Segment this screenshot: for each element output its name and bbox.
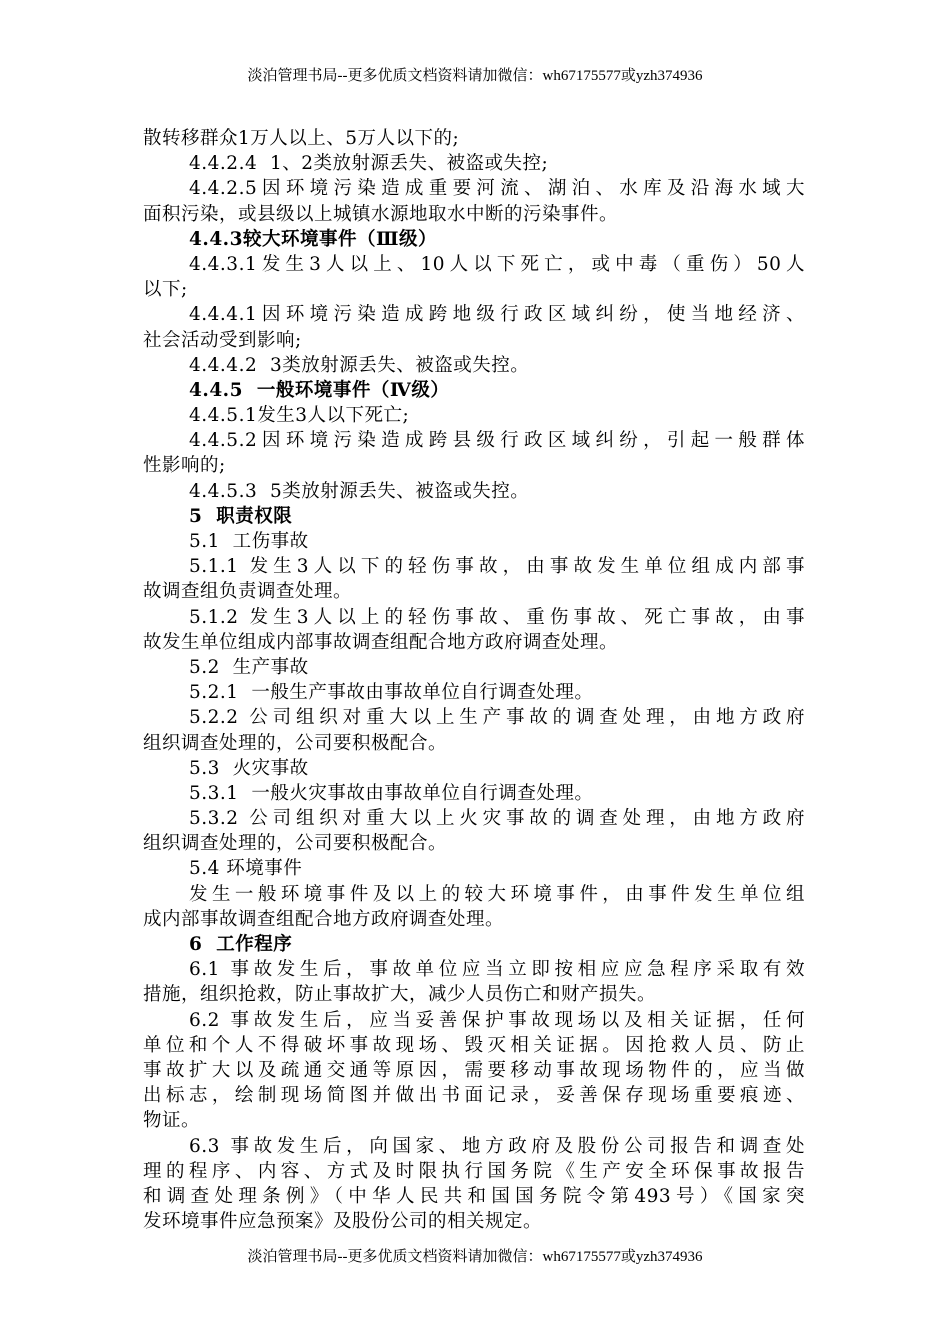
section-heading: 6 工作程序 <box>189 934 293 955</box>
text-line: 物证。 <box>143 1110 201 1132</box>
text-line: 5.1 工伤事故 <box>189 531 309 552</box>
text-line: 事故扩大以及疏通交通等原因，需要移动事故现场物件的，应当做 <box>143 1059 805 1081</box>
text-line: 故调查组负责调查处理。 <box>143 581 353 603</box>
text-line: 4.4.5.2因环境污染造成跨县级行政区域纠纷，引起一般群体 <box>189 430 805 452</box>
text-line: 4.4.2.5因环境污染造成重要河流、湖泊、水库及沿海水域大 <box>189 178 805 200</box>
text-line: 单位和个人不得破坏事故现场、毁灭相关证据。因抢救人员、防止 <box>143 1034 805 1056</box>
text-line: 出标志，绘制现场简图并做出书面记录，妥善保存现场重要痕迹、 <box>143 1085 805 1107</box>
text-line: 和调查处理条例》（中华人民共和国国务院令第493号）《国家突 <box>143 1185 805 1207</box>
text-line: 理的程序、内容、方式及时限执行国务院《生产安全环保事故报告 <box>143 1160 805 1182</box>
text-line: 5.4 环境事件 <box>189 858 303 880</box>
page-footer: 淡泊管理书局--更多优质文档资料请加微信：wh67175577或yzh374936 <box>247 1249 703 1265</box>
text-line: 6.3 事故发生后，向国家、地方政府及股份公司报告和调查处 <box>189 1135 805 1157</box>
text-line: 4.4.5.3 5类放射源丢失、被盗或失控。 <box>189 480 530 502</box>
text-line: 4.4.2.4 1、2类放射源丢失、被盗或失控; <box>189 153 549 175</box>
text-line: 以下; <box>143 279 188 301</box>
text-line: 6.2 事故发生后，应当妥善保护事故现场以及相关证据，任何 <box>189 1009 805 1031</box>
text-line: 社会活动受到影响; <box>143 329 302 351</box>
page-header: 淡泊管理书局--更多优质文档资料请加微信：wh67175577或yzh374936 <box>247 68 703 84</box>
text-line: 5.3 火灾事故 <box>189 757 309 779</box>
text-line: 4.4.4.2 3类放射源丢失、被盗或失控。 <box>189 354 530 376</box>
text-line: 5.3.2 公司组织对重大以上火灾事故的调查处理，由地方政府 <box>189 808 805 830</box>
text-line: 面积污染，或县级以上城镇水源地取水中断的污染事件。 <box>143 203 619 225</box>
text-line: 5.1.2 发生3人以上的轻伤事故、重伤事故、死亡事故，由事 <box>189 606 805 628</box>
text-line: 措施，组织抢救，防止事故扩大，减少人员伤亡和财产损失。 <box>143 984 657 1006</box>
text-line: 故发生单位组成内部事故调查组配合地方政府调查处理。 <box>143 631 619 653</box>
text-line: 4.4.4.1因环境污染造成跨地级行政区域纠纷，使当地经济、 <box>189 304 805 326</box>
text-line: 5.1.1 发生3人以下的轻伤事故，由事故发生单位组成内部事 <box>189 556 805 578</box>
text-line: 发环境事件应急预案》及股份公司的相关规定。 <box>143 1211 543 1233</box>
text-line: 4.4.3.1发生3人以上、10人以下死亡，或中毒（重伤）50人 <box>189 253 805 275</box>
text-line: 组织调查处理的，公司要积极配合。 <box>143 833 448 855</box>
section-heading: 5 职责权限 <box>189 505 293 527</box>
text-line: 5.3.1 一般火灾事故由事故单位自行调查处理。 <box>189 782 594 804</box>
text-line: 4.4.5.1发生3人以下死亡; <box>189 405 410 427</box>
document-body <box>143 126 805 1234</box>
text-line: 性影响的; <box>143 455 226 477</box>
text-line: 5.2.1 一般生产事故由事故单位自行调查处理。 <box>189 682 594 704</box>
section-heading: 4.4.3较大环境事件（Ⅲ级） <box>189 228 438 250</box>
text-line: 5.2 生产事故 <box>189 656 309 678</box>
text-line: 成内部事故调查组配合地方政府调查处理。 <box>143 908 505 930</box>
section-heading: 4.4.5 一般环境事件（Ⅳ级） <box>189 379 450 401</box>
text-line: 发生一般环境事件及以上的较大环境事件，由事件发生单位组 <box>189 883 805 905</box>
text-line: 组织调查处理的，公司要积极配合。 <box>143 732 448 754</box>
text-line: 5.2.2 公司组织对重大以上生产事故的调查处理，由地方政府 <box>189 707 805 729</box>
text-line: 6.1 事故发生后，事故单位应当立即按相应应急程序采取有效 <box>189 959 805 981</box>
text-line: 散转移群众1万人以上、5万人以下的; <box>143 128 460 149</box>
